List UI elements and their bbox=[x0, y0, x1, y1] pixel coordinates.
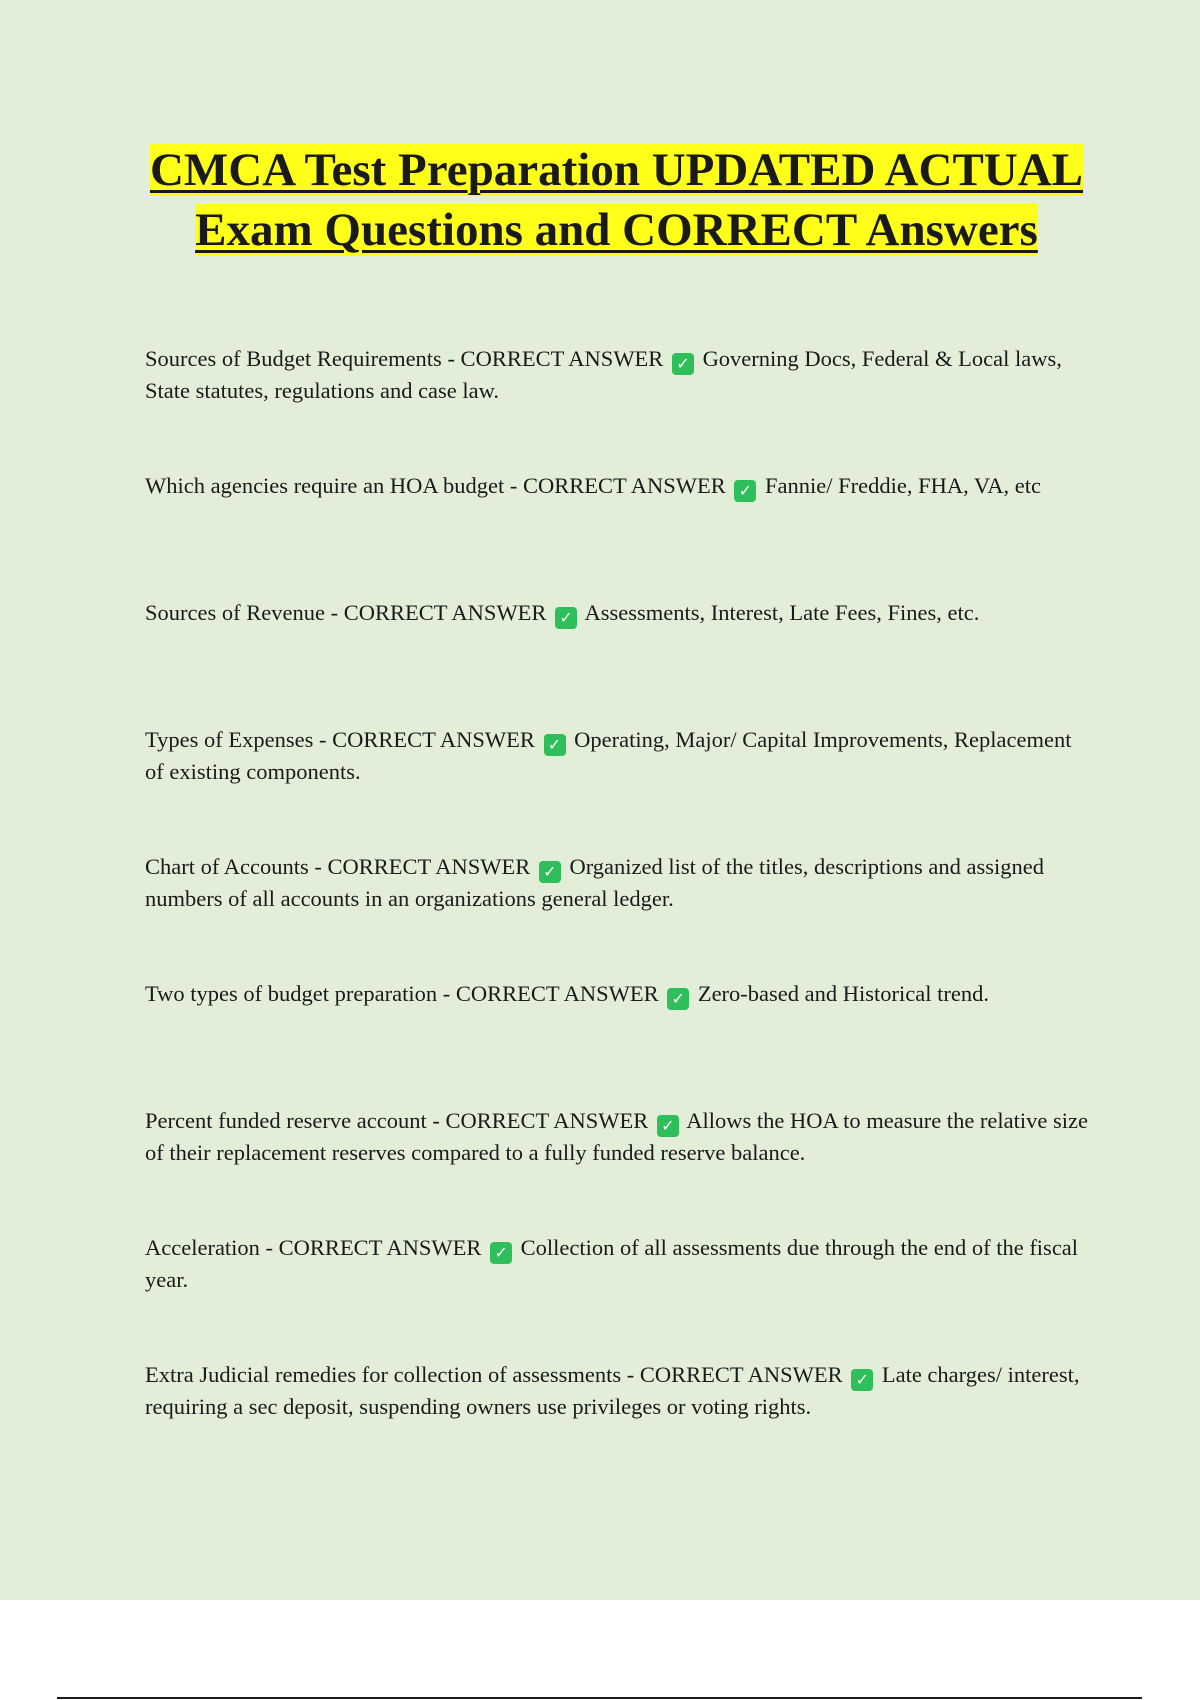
qa-item bbox=[145, 1105, 1095, 1232]
qa-item bbox=[145, 1232, 1095, 1359]
qa-answer: Assessments, Interest, Late Fees, Fines, etc. bbox=[580, 600, 980, 625]
qa-question: Percent funded reserve account - CORRECT ANSWER bbox=[145, 1108, 654, 1133]
qa-question: Extra Judicial remedies for collection of assessments - CORRECT ANSWER bbox=[145, 1362, 849, 1387]
qa-item bbox=[145, 343, 1095, 470]
check-mark-icon: ✓ bbox=[672, 353, 694, 375]
check-mark-icon: ✓ bbox=[490, 1242, 512, 1264]
page-title bbox=[120, 140, 1113, 260]
qa-item bbox=[145, 597, 1095, 724]
qa-item bbox=[145, 724, 1095, 851]
check-mark-icon: ✓ bbox=[539, 861, 561, 883]
qa-answer: Late charges/ interest, requiring a sec deposit, suspending owners use privileges or voting rights. bbox=[145, 1362, 1080, 1419]
qa-question: Two types of budget preparation - CORRECT ANSWER bbox=[145, 981, 665, 1006]
qa-list bbox=[145, 343, 1095, 1486]
qa-question: Sources of Budget Requirements - CORRECT ANSWER bbox=[145, 346, 669, 371]
qa-answer: Organized list of the titles, descriptions and assigned numbers of all accounts in an organizations general ledger. bbox=[145, 854, 1044, 911]
qa-answer: Governing Docs, Federal & Local laws, State statutes, regulations and case law. bbox=[145, 346, 1062, 403]
qa-answer: Collection of all assessments due through the end of the fiscal year. bbox=[145, 1235, 1079, 1292]
footer-divider bbox=[57, 1697, 1142, 1699]
qa-question: Acceleration - CORRECT ANSWER bbox=[145, 1235, 488, 1260]
qa-answer: Fannie/ Freddie, FHA, VA, etc bbox=[759, 473, 1042, 498]
qa-item bbox=[145, 1359, 1095, 1486]
qa-item bbox=[145, 470, 1095, 597]
title-highlight: CMCA Test Preparation UPDATED ACTUAL Exam Questions and CORRECT Answers bbox=[149, 144, 1084, 256]
qa-answer: Allows the HOA to measure the relative size of their replacement reserves compared to a fully funded reserve balance. bbox=[145, 1108, 1088, 1165]
qa-question: Sources of Revenue - CORRECT ANSWER bbox=[145, 600, 553, 625]
check-mark-icon: ✓ bbox=[657, 1115, 679, 1137]
check-mark-icon: ✓ bbox=[555, 607, 577, 629]
qa-question: Types of Expenses - CORRECT ANSWER bbox=[145, 727, 541, 752]
qa-answer: Operating, Major/ Capital Improvements, Replacement of existing components. bbox=[145, 727, 1072, 784]
qa-answer: Zero-based and Historical trend. bbox=[692, 981, 989, 1006]
check-mark-icon: ✓ bbox=[667, 988, 689, 1010]
check-mark-icon: ✓ bbox=[544, 734, 566, 756]
qa-item bbox=[145, 978, 1095, 1105]
qa-question: Which agencies require an HOA budget - CORRECT ANSWER bbox=[145, 473, 732, 498]
qa-item bbox=[145, 851, 1095, 978]
check-mark-icon: ✓ bbox=[851, 1369, 873, 1391]
check-mark-icon: ✓ bbox=[734, 480, 756, 502]
qa-question: Chart of Accounts - CORRECT ANSWER bbox=[145, 854, 536, 879]
